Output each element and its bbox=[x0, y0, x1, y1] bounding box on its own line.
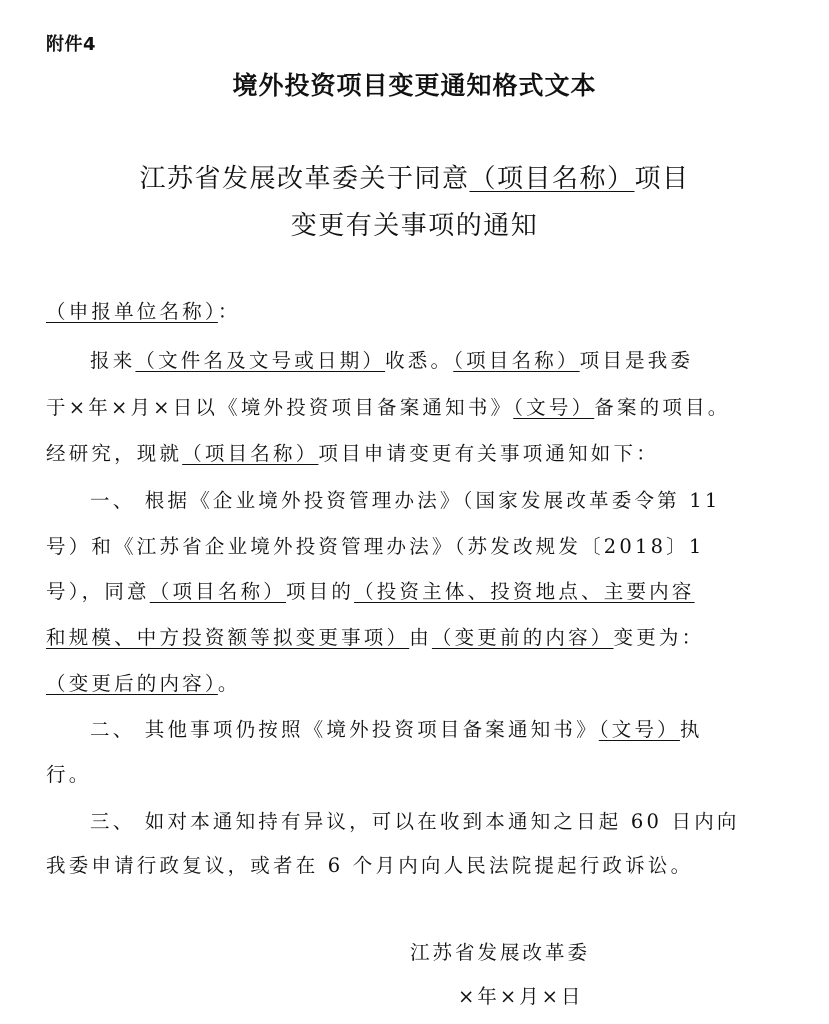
body-text: 变更为： bbox=[613, 626, 705, 649]
item-3-line-2: 我委申请行政复议，或者在 6 个月内向人民法院提起行政诉讼。 bbox=[46, 854, 694, 877]
document-number-placeholder: （文号） bbox=[598, 718, 680, 741]
body-text: 由 bbox=[409, 626, 432, 649]
addressee-line bbox=[46, 296, 241, 324]
item-2-line-2: 行。 bbox=[46, 763, 92, 786]
change-items-placeholder: 和规模、中方投资额等拟变更事项） bbox=[46, 626, 410, 649]
item-1-line-3 bbox=[46, 576, 695, 604]
item-3-line-1: 三、 如对本通知持有异议，可以在收到本通知之日起 60 日内向 bbox=[90, 810, 740, 833]
document-number-placeholder: （文号） bbox=[513, 396, 595, 419]
item-1-line-5 bbox=[46, 668, 241, 696]
notice-title-text: 江苏省发展改革委关于同意 bbox=[139, 164, 470, 194]
paragraph-1-line-2 bbox=[46, 392, 730, 420]
signature-date: ×年×月×日 bbox=[458, 985, 584, 1008]
project-name-placeholder: （项目名称） bbox=[149, 580, 286, 603]
body-text: 项目申请变更有关事项通知如下： bbox=[318, 442, 659, 465]
applicant-name-placeholder: （申报单位名称） bbox=[46, 300, 218, 323]
notice-title-line-1 bbox=[0, 158, 829, 195]
document-title: 境外投资项目变更通知格式文本 bbox=[232, 71, 597, 100]
body-text: 报来 bbox=[90, 349, 136, 372]
notice-title-line-2: 变更有关事项的通知 bbox=[290, 211, 539, 241]
content-after-placeholder: （变更后的内容） bbox=[46, 672, 218, 695]
file-name-placeholder: （文件名及文号或日期） bbox=[135, 349, 386, 372]
addressee-colon: ： bbox=[217, 300, 241, 323]
body-text: 号），同意 bbox=[46, 580, 150, 603]
item-1-line-4 bbox=[46, 622, 704, 650]
body-text: 于×年×月×日以《境外投资项目备案通知书》 bbox=[46, 396, 514, 419]
change-items-placeholder: （投资主体、投资地点、主要内容 bbox=[354, 580, 695, 603]
body-text: 备案的项目。 bbox=[594, 396, 731, 419]
project-name-placeholder: （项目名称） bbox=[182, 442, 319, 465]
body-text: 经研究，现就 bbox=[46, 442, 183, 465]
paragraph-1-line-3 bbox=[46, 438, 659, 466]
body-text: 项目的 bbox=[285, 580, 355, 603]
content-before-placeholder: （变更前的内容） bbox=[431, 626, 614, 649]
notice-title-text: 项目 bbox=[634, 164, 690, 194]
body-text: 执 bbox=[679, 718, 703, 741]
item-2-line-1 bbox=[90, 714, 703, 742]
body-text: 二、 其他事项仍按照《境外投资项目备案通知书》 bbox=[90, 718, 599, 741]
body-text: 。 bbox=[217, 672, 241, 695]
paragraph-1-line-1 bbox=[90, 345, 693, 373]
item-1-line-1: 一、 根据《企业境外投资管理办法》（国家发展改革委令第 11 bbox=[90, 489, 721, 512]
body-text: 项目是我委 bbox=[579, 349, 694, 372]
project-name-placeholder: （项目名称） bbox=[453, 349, 580, 372]
attachment-label: 附件4 bbox=[46, 34, 97, 55]
project-name-placeholder: （项目名称） bbox=[469, 164, 635, 194]
item-1-line-2: 号）和《江苏省企业境外投资管理办法》（苏发改规发〔2018〕1 bbox=[46, 535, 705, 558]
signature-organization: 江苏省发展改革委 bbox=[410, 941, 591, 964]
body-text: 收悉。 bbox=[385, 349, 454, 372]
